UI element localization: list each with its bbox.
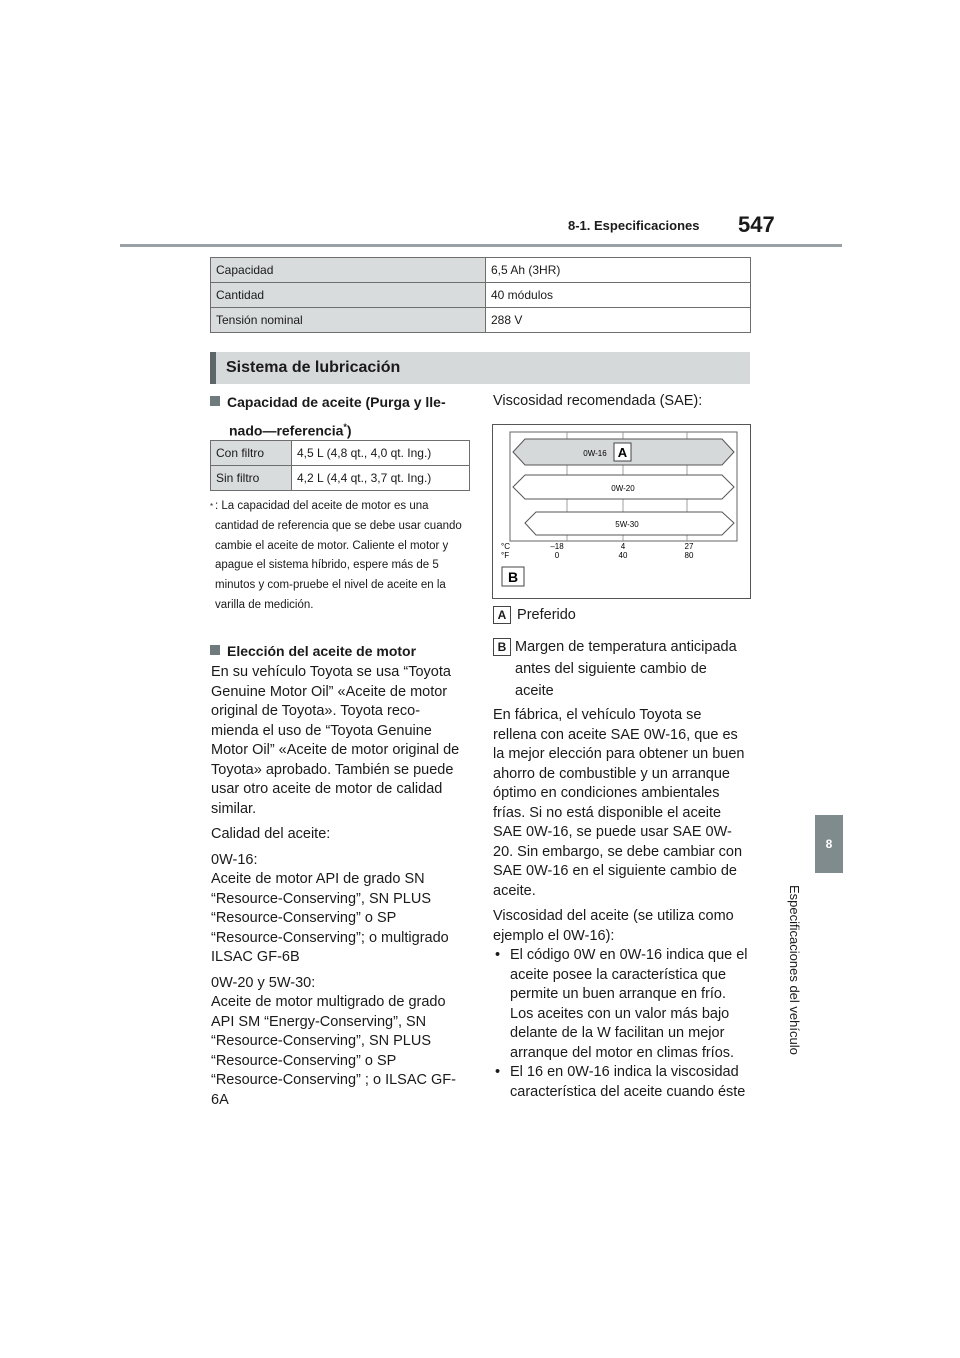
paragraph: Viscosidad del aceite (se utiliza como ejemplo el 0W-16): [493, 908, 734, 944]
paragraph: En su vehículo Toyota se usa “Toyota Genuine Motor Oil” «Aceite de motor original de Toyota». Toyota reco-mienda el uso de “Toyota Genuine Motor Oil” «Aceite de motor original de Toyota» aprobado. También se puede usar otro aceite de motor de calidad similar. [211, 664, 460, 817]
label-a: A [617, 445, 628, 460]
table-value: 4,2 L (4,4 qt., 3,7 qt. Ing.) [292, 466, 470, 491]
table-key: Cantidad [211, 283, 486, 308]
viscosity-chart-svg [493, 425, 750, 598]
tick-f-3: 80 [684, 551, 694, 560]
paragraph: En fábrica, el vehículo Toyota se rellena con aceite SAE 0W-16, que es la mejor elección para obtener un buen ahorro de combustible y un arranque óptimo en condiciones ambientales frías. Si no está disponible el aceite SAE 0W-16, se puede usar SAE 0W-20. Sin embargo, se debe cambiar con SAE 0W-16 en el siguiente cambio de aceite. [493, 707, 745, 899]
chapter-tab: 8 [815, 815, 843, 873]
footnote: * : La capacidad del aceite de motor es una cantidad de referencia que se debe usar cuando cambie el aceite de motor. Caliente el motor y apague el sistema híbrido, espere más de 5 minutos y com-pruebe el nivel de aceite en la varilla de medición. [210, 500, 462, 611]
table-value: 6,5 Ah (3HR) [486, 258, 751, 283]
section-heading: Sistema de lubricación [210, 352, 750, 384]
tick-f-2: 40 [618, 551, 628, 560]
bullet-item: • El código 0W en 0W-16 indica que el aceite posee la característica que permite un buen arranque en frío. Los aceites con un valor más bajo delante de la W facilitan un mejor arranque del motor en climas fríos. [495, 947, 748, 1061]
grade-label-0w20: 0W-20 [611, 484, 635, 493]
bullet-square-icon [210, 396, 220, 406]
unit-fahrenheit: °F [501, 551, 510, 560]
table-row [211, 441, 470, 466]
table-value: 4,5 L (4,8 qt., 4,0 qt. Ing.) [292, 441, 470, 466]
section-title-header: 8-1. Especificaciones [568, 218, 700, 233]
tick-c-3: 27 [684, 542, 694, 551]
header-divider [120, 244, 842, 247]
paragraph: Calidad del aceite: [211, 826, 331, 842]
grade-label-5w30: 5W-30 [615, 520, 639, 529]
oil-choice-heading: Elección del aceite de motor [210, 641, 470, 661]
viscosity-title: Viscosidad recomendada (SAE): [493, 393, 703, 409]
table-key: Tensión nominal [211, 308, 486, 333]
table-key: Sin filtro [211, 466, 292, 491]
paragraph: 0W-20 y 5W-30: Aceite de motor multigrado de grado API SM “Energy-Conserving”, SN “Resource-Conserving”, SN PLUS “Resource-Conserving” o SP “Resource-Conserving” ; o ILSAC GF-6A [211, 974, 456, 1108]
paragraph: 0W-16: Aceite de motor API de grado SN “Resource-Conserving”, SN PLUS “Resource-Conserving” o SP “Resource-Conserving”; o multigrado ILSAC GF-6B [211, 851, 449, 965]
grade-label-0w16: 0W-16 [583, 449, 607, 458]
oil-choice-text [211, 663, 465, 1110]
viscosity-text [493, 706, 749, 1102]
tick-c-1: –18 [550, 542, 564, 551]
tick-f-1: 0 [554, 551, 560, 560]
viscosity-diagram [492, 424, 751, 599]
chapter-label: Especificaciones del vehículo [787, 885, 802, 1055]
legend-a: A Preferido [493, 606, 748, 626]
legend-b: B Margen de temperatura anticipada antes del siguiente cambio de aceite [493, 636, 743, 702]
table-key: Capacidad [211, 258, 486, 283]
table-value: 40 módulos [486, 283, 751, 308]
label-b-icon: B [493, 638, 511, 656]
oil-capacity-heading: Capacidad de aceite (Purga y lle- nado—referencia*) [210, 392, 470, 441]
label-b: B [507, 569, 519, 585]
page-number: 547 [738, 212, 775, 237]
oil-capacity-table [210, 440, 470, 491]
table-row [211, 466, 470, 491]
label-a-icon: A [493, 606, 511, 624]
table-key: Con filtro [211, 441, 292, 466]
bullet-item: • El 16 en 0W-16 indica la viscosidad característica del aceite cuando éste [495, 1064, 746, 1100]
unit-celsius: °C [501, 542, 510, 551]
tick-c-2: 4 [620, 542, 626, 551]
bullet-square-icon [210, 645, 220, 655]
battery-spec-table [210, 257, 751, 333]
table-row [211, 283, 751, 308]
table-row [211, 258, 751, 283]
table-value: 288 V [486, 308, 751, 333]
table-row [211, 308, 751, 333]
